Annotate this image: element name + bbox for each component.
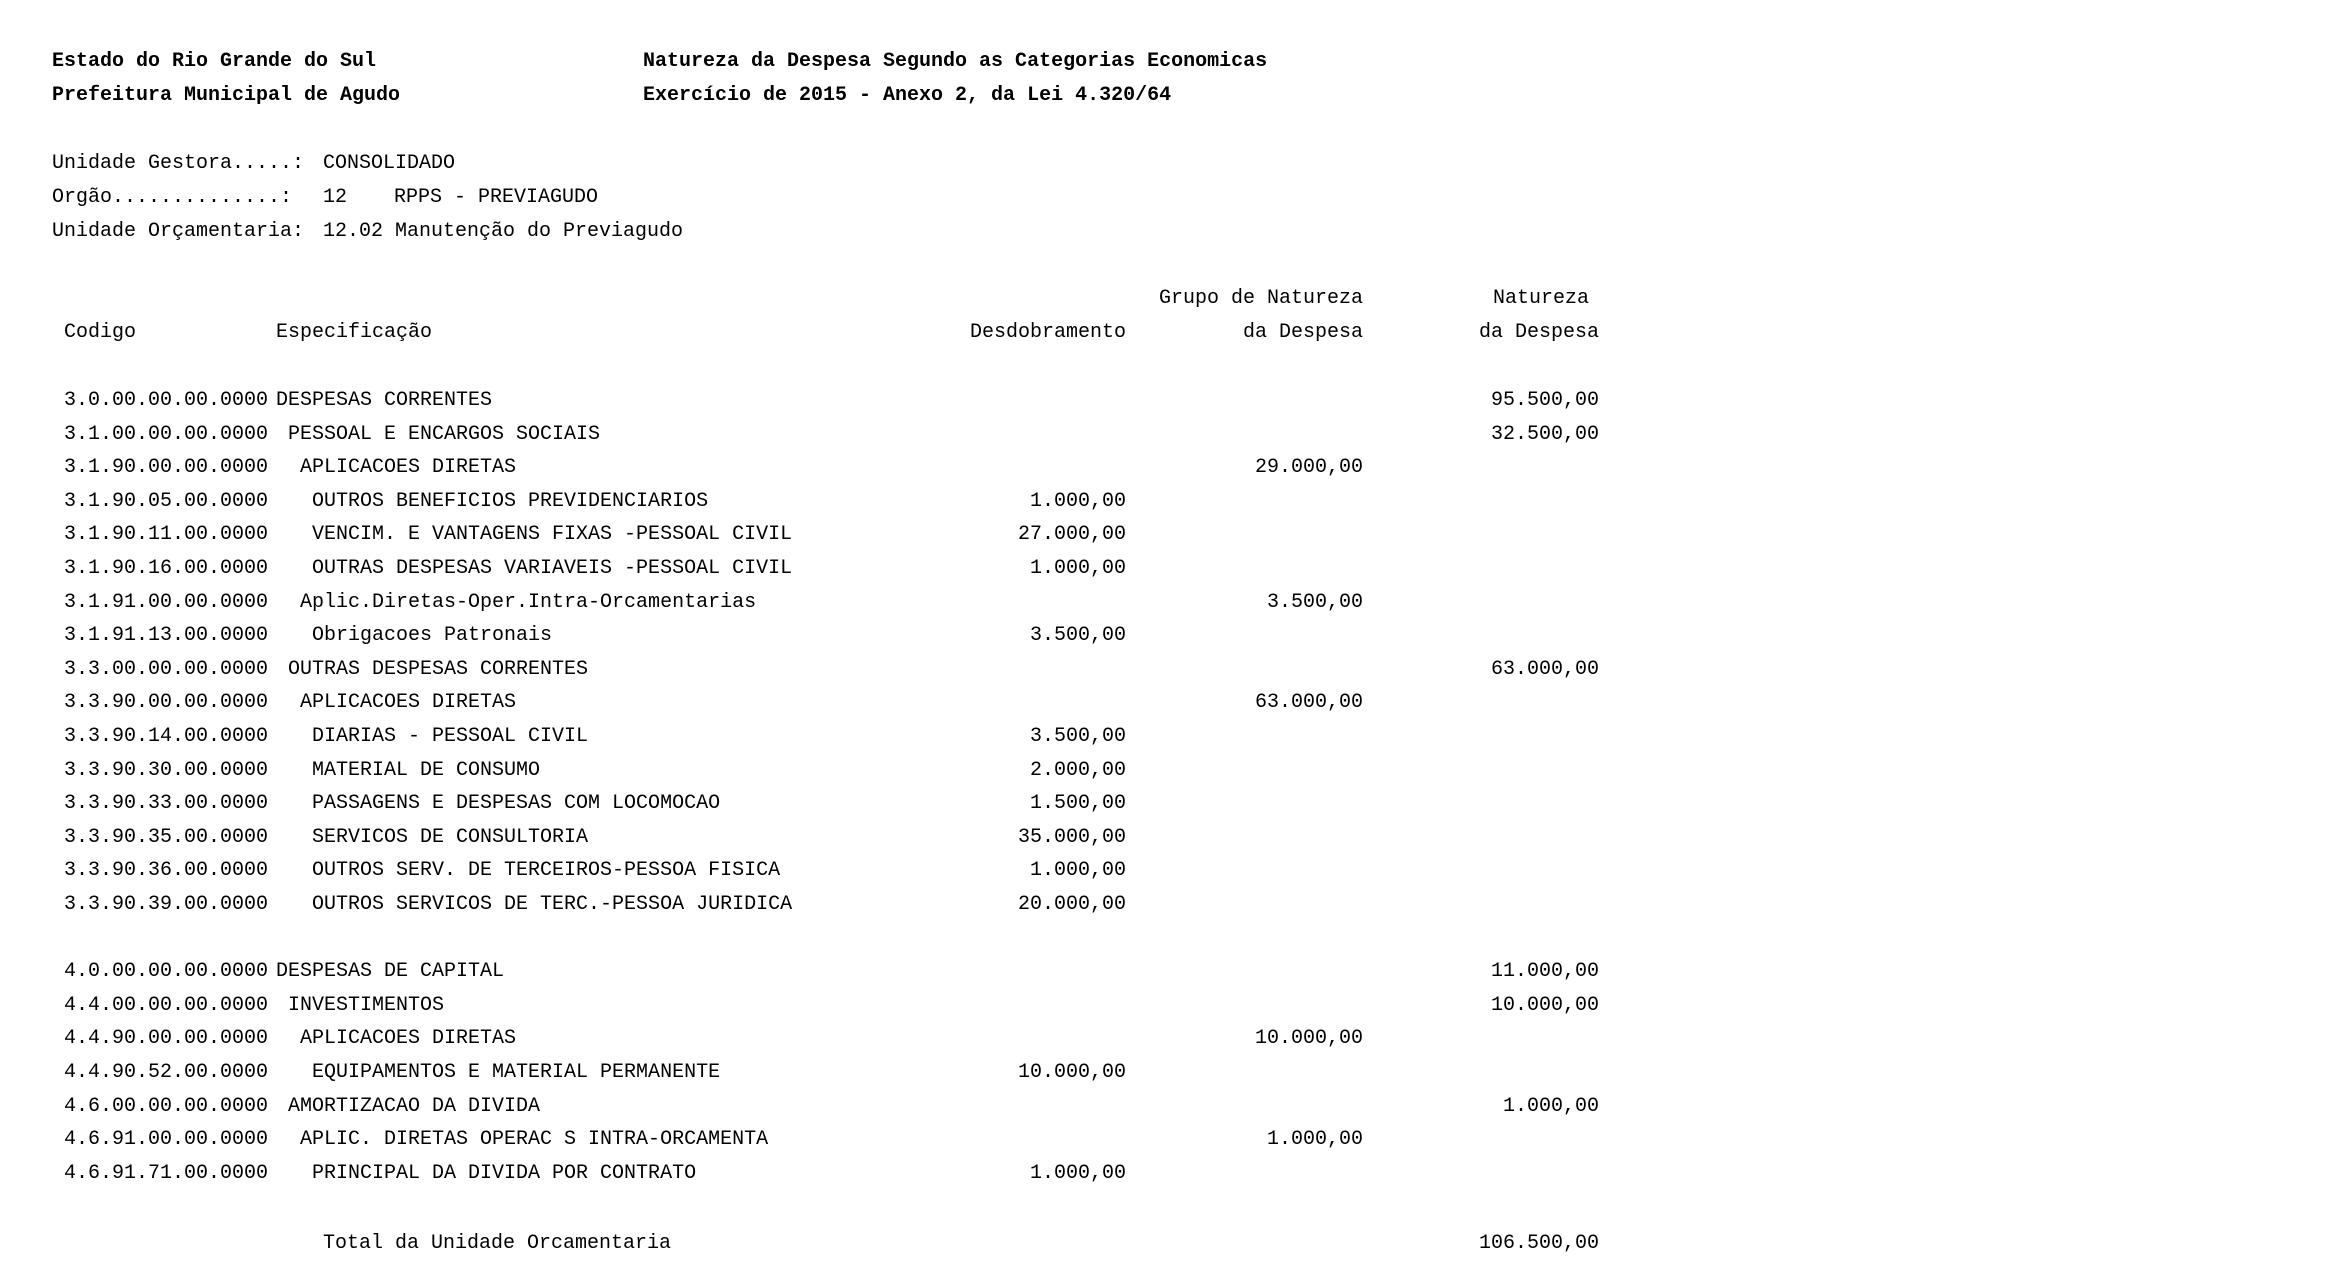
row-desdobramento: 3.500,00 bbox=[1029, 725, 1126, 748]
row-natureza: 10.000,00 bbox=[1490, 994, 1599, 1017]
report-title: Natureza da Despesa Segundo as Categorias Economicas bbox=[643, 50, 1268, 73]
row-desdobramento: 20.000,00 bbox=[1017, 893, 1126, 916]
row-codigo: 4.6.00.00.00.0000 bbox=[64, 1095, 269, 1118]
row-codigo: 3.3.90.36.00.0000 bbox=[64, 859, 269, 882]
row-descricao: SERVICOS DE CONSULTORIA bbox=[276, 826, 589, 849]
column-header-desdobramento: Desdobramento bbox=[969, 321, 1126, 344]
row-descricao: PRINCIPAL DA DIVIDA POR CONTRATO bbox=[276, 1162, 697, 1185]
row-codigo: 4.4.90.00.00.0000 bbox=[64, 1027, 269, 1050]
row-desdobramento: 1.000,00 bbox=[1029, 859, 1126, 882]
municipality-name: Prefeitura Municipal de Agudo bbox=[52, 84, 401, 107]
unidade-orcamentaria-value: 12.02 Manutenção do Previagudo bbox=[323, 220, 684, 243]
row-codigo: 3.0.00.00.00.0000 bbox=[64, 389, 269, 412]
row-codigo: 3.1.00.00.00.0000 bbox=[64, 423, 269, 446]
row-descricao: APLIC. DIRETAS OPERAC S INTRA-ORCAMENTA bbox=[276, 1128, 769, 1151]
row-descricao: PESSOAL E ENCARGOS SOCIAIS bbox=[276, 423, 601, 446]
row-desdobramento: 1.000,00 bbox=[1029, 490, 1126, 513]
orgao-name: RPPS - PREVIAGUDO bbox=[394, 186, 599, 209]
total-label: Total da Unidade Orcamentaria bbox=[323, 1232, 672, 1255]
row-descricao: APLICACOES DIRETAS bbox=[276, 691, 517, 714]
row-natureza: 1.000,00 bbox=[1502, 1095, 1599, 1118]
row-descricao: OUTROS SERVICOS DE TERC.-PESSOA JURIDICA bbox=[276, 893, 793, 916]
row-codigo: 3.1.90.16.00.0000 bbox=[64, 557, 269, 580]
row-natureza: 11.000,00 bbox=[1490, 960, 1599, 983]
row-desdobramento: 2.000,00 bbox=[1029, 759, 1126, 782]
row-natureza: 95.500,00 bbox=[1490, 389, 1599, 412]
row-codigo: 3.1.90.00.00.0000 bbox=[64, 456, 269, 479]
column-header-natureza-line2: da Despesa bbox=[1478, 321, 1599, 344]
row-natureza: 32.500,00 bbox=[1490, 423, 1599, 446]
row-desdobramento: 1.500,00 bbox=[1029, 792, 1126, 815]
row-codigo: 3.3.90.33.00.0000 bbox=[64, 792, 269, 815]
row-codigo: 3.1.90.05.00.0000 bbox=[64, 490, 269, 513]
row-codigo: 3.1.91.00.00.0000 bbox=[64, 591, 269, 614]
row-descricao: OUTRAS DESPESAS CORRENTES bbox=[276, 658, 589, 681]
column-header-natureza-line1: Natureza bbox=[1493, 287, 1590, 310]
row-codigo: 3.3.90.39.00.0000 bbox=[64, 893, 269, 916]
row-descricao: DESPESAS DE CAPITAL bbox=[276, 960, 505, 983]
column-header-especificacao: Especificação bbox=[276, 321, 433, 344]
row-codigo: 4.4.90.52.00.0000 bbox=[64, 1061, 269, 1084]
state-name: Estado do Rio Grande do Sul bbox=[52, 50, 377, 73]
row-codigo: 3.1.90.11.00.0000 bbox=[64, 523, 269, 546]
row-desdobramento: 35.000,00 bbox=[1017, 826, 1126, 849]
row-codigo: 3.3.90.14.00.0000 bbox=[64, 725, 269, 748]
row-grupo: 3.500,00 bbox=[1266, 591, 1363, 614]
row-descricao: AMORTIZACAO DA DIVIDA bbox=[276, 1095, 541, 1118]
row-codigo: 3.3.90.30.00.0000 bbox=[64, 759, 269, 782]
row-descricao: APLICACOES DIRETAS bbox=[276, 1027, 517, 1050]
row-desdobramento: 1.000,00 bbox=[1029, 557, 1126, 580]
row-descricao: DIARIAS - PESSOAL CIVIL bbox=[276, 725, 589, 748]
unidade-orcamentaria-label: Unidade Orçamentaria: bbox=[52, 220, 305, 243]
row-desdobramento: 10.000,00 bbox=[1017, 1061, 1126, 1084]
row-codigo: 4.6.91.71.00.0000 bbox=[64, 1162, 269, 1185]
column-header-grupo-line1: Grupo de Natureza bbox=[1158, 287, 1363, 310]
orgao-label: Orgão..............: bbox=[52, 186, 293, 209]
row-descricao: Aplic.Diretas-Oper.Intra-Orcamentarias bbox=[276, 591, 757, 614]
row-codigo: 3.1.91.13.00.0000 bbox=[64, 624, 269, 647]
row-descricao: OUTROS SERV. DE TERCEIROS-PESSOA FISICA bbox=[276, 859, 781, 882]
unidade-gestora-value: CONSOLIDADO bbox=[323, 152, 456, 175]
orgao-code: 12 bbox=[323, 186, 348, 209]
row-grupo: 1.000,00 bbox=[1266, 1128, 1363, 1151]
row-descricao: INVESTIMENTOS bbox=[276, 994, 445, 1017]
report-subtitle: Exercício de 2015 - Anexo 2, da Lei 4.320/64 bbox=[643, 84, 1172, 107]
row-grupo: 10.000,00 bbox=[1254, 1027, 1363, 1050]
row-codigo: 3.3.90.35.00.0000 bbox=[64, 826, 269, 849]
column-header-codigo: Codigo bbox=[64, 321, 137, 344]
row-descricao: Obrigacoes Patronais bbox=[276, 624, 553, 647]
row-codigo: 3.3.90.00.00.0000 bbox=[64, 691, 269, 714]
total-value: 106.500,00 bbox=[1478, 1232, 1599, 1255]
row-grupo: 63.000,00 bbox=[1254, 691, 1363, 714]
row-desdobramento: 3.500,00 bbox=[1029, 624, 1126, 647]
unidade-gestora-label: Unidade Gestora.....: bbox=[52, 152, 305, 175]
row-codigo: 4.0.00.00.00.0000 bbox=[64, 960, 269, 983]
row-descricao: VENCIM. E VANTAGENS FIXAS -PESSOAL CIVIL bbox=[276, 523, 793, 546]
row-codigo: 3.3.00.00.00.0000 bbox=[64, 658, 269, 681]
row-natureza: 63.000,00 bbox=[1490, 658, 1599, 681]
row-descricao: MATERIAL DE CONSUMO bbox=[276, 759, 541, 782]
row-descricao: EQUIPAMENTOS E MATERIAL PERMANENTE bbox=[276, 1061, 721, 1084]
row-desdobramento: 1.000,00 bbox=[1029, 1162, 1126, 1185]
row-grupo: 29.000,00 bbox=[1254, 456, 1363, 479]
row-codigo: 4.6.91.00.00.0000 bbox=[64, 1128, 269, 1151]
row-descricao: OUTROS BENEFICIOS PREVIDENCIARIOS bbox=[276, 490, 709, 513]
row-descricao: OUTRAS DESPESAS VARIAVEIS -PESSOAL CIVIL bbox=[276, 557, 793, 580]
row-descricao: PASSAGENS E DESPESAS COM LOCOMOCAO bbox=[276, 792, 721, 815]
row-descricao: APLICACOES DIRETAS bbox=[276, 456, 517, 479]
row-descricao: DESPESAS CORRENTES bbox=[276, 389, 493, 412]
column-header-grupo-line2: da Despesa bbox=[1242, 321, 1363, 344]
row-desdobramento: 27.000,00 bbox=[1017, 523, 1126, 546]
row-codigo: 4.4.00.00.00.0000 bbox=[64, 994, 269, 1017]
